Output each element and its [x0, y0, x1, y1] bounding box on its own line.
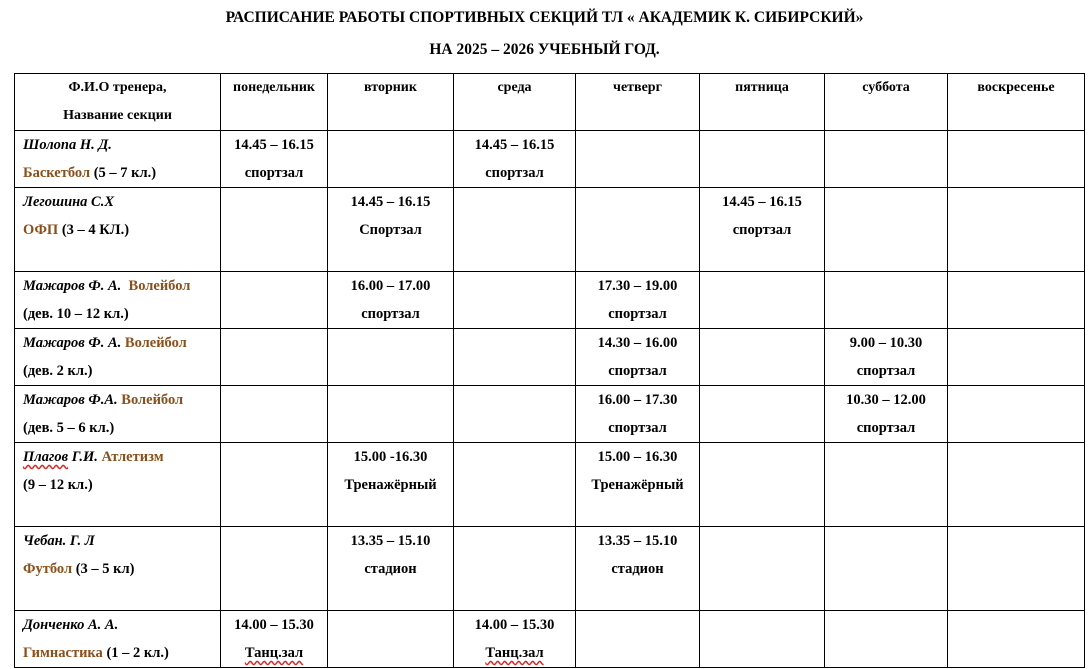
- header-sunday: воскресенье: [948, 74, 1085, 131]
- schedule-cell-thursday: [576, 611, 700, 668]
- session-venue: спортзал: [608, 363, 667, 379]
- schedule-cell-tuesday: [328, 272, 454, 329]
- section-name: Волейбол: [121, 392, 184, 408]
- session-venue: спортзал: [608, 420, 667, 436]
- trainer-cell: [15, 188, 221, 272]
- session-venue: Спортзал: [359, 222, 422, 238]
- table-row: [15, 386, 1085, 443]
- session-venue: Танц.зал: [485, 645, 544, 661]
- session-venue: стадион: [364, 561, 417, 577]
- schedule-cell-tuesday: [328, 188, 454, 272]
- section-name: ОФП: [23, 222, 59, 238]
- trainer-name: Чебан. Г. Л: [23, 533, 95, 549]
- section-detail: (3 – 5 кл): [72, 561, 135, 577]
- header-saturday: суббота: [825, 74, 948, 131]
- schedule-cell-wednesday: [454, 329, 576, 386]
- schedule-cell-monday: [221, 131, 328, 188]
- schedule-cell-friday: [700, 131, 825, 188]
- schedule-cell-thursday: [576, 527, 700, 611]
- schedule-cell-monday: [221, 329, 328, 386]
- session-time: 16.00 – 17.00: [350, 278, 431, 294]
- trainer-name: Мажаров Ф.А.: [23, 392, 118, 408]
- session-time: 16.00 – 17.30: [597, 392, 678, 408]
- schedule-cell-tuesday: [328, 611, 454, 668]
- schedule-cell-sunday: [948, 329, 1085, 386]
- schedule-cell-thursday: [576, 329, 700, 386]
- schedule-cell-sunday: [948, 131, 1085, 188]
- schedule-cell-tuesday: [328, 329, 454, 386]
- session-time: 15.00 -16.30: [353, 449, 428, 465]
- session-venue: Танц.зал: [244, 645, 304, 661]
- schedule-cell-thursday: [576, 131, 700, 188]
- session-time: 14.45 – 16.15: [234, 137, 314, 153]
- table-row: [15, 188, 1085, 272]
- schedule-cell-friday: [700, 188, 825, 272]
- session-time: 13.35 – 15.10: [350, 533, 431, 549]
- session-time: 14.00 – 15.30: [474, 617, 555, 633]
- schedule-cell-saturday: [825, 272, 948, 329]
- trainer-name: Мажаров Ф. А.: [23, 335, 122, 351]
- schedule-cell-wednesday: [454, 272, 576, 329]
- section-detail: (1 – 2 кл.): [102, 645, 169, 661]
- schedule-cell-saturday: [825, 386, 948, 443]
- schedule-cell-thursday: [576, 386, 700, 443]
- session-time: 10.30 – 12.00: [846, 392, 926, 408]
- schedule-cell-sunday: [948, 272, 1085, 329]
- table-row: [15, 131, 1085, 188]
- header-section-label: Название секции: [63, 108, 172, 123]
- section-detail: (9 – 12 кл.): [23, 477, 93, 493]
- schedule-cell-wednesday: [454, 188, 576, 272]
- schedule-cell-saturday: [825, 329, 948, 386]
- session-venue: спортзал: [608, 306, 667, 322]
- section-name: Атлетизм: [101, 449, 164, 465]
- schedule-cell-saturday: [825, 131, 948, 188]
- schedule-cell-friday: [700, 329, 825, 386]
- session-venue: спортзал: [856, 420, 916, 436]
- session-time: 9.00 – 10.30: [849, 335, 923, 351]
- table-row: [15, 611, 1085, 668]
- schedule-cell-monday: [221, 443, 328, 527]
- schedule-cell-monday: [221, 611, 328, 668]
- section-detail: (дев. 5 – 6 кл.): [23, 420, 115, 436]
- header-wednesday: среда: [454, 74, 576, 131]
- trainer-name: Плагов Г.И.: [23, 449, 98, 465]
- trainer-name: Донченко А. А.: [23, 617, 119, 633]
- table-row: [15, 272, 1085, 329]
- header-tuesday: вторник: [328, 74, 454, 131]
- schedule-cell-monday: [221, 272, 328, 329]
- schedule-cell-tuesday: [328, 386, 454, 443]
- schedule-cell-wednesday: [454, 386, 576, 443]
- header-thursday: четверг: [576, 74, 700, 131]
- session-venue: спортзал: [856, 363, 916, 379]
- schedule-cell-wednesday: [454, 443, 576, 527]
- schedule-cell-thursday: [576, 443, 700, 527]
- schedule-cell-tuesday: [328, 131, 454, 188]
- header-monday: понедельник: [221, 74, 328, 131]
- session-time: 14.30 – 16.00: [597, 335, 678, 351]
- trainer-cell: [15, 329, 221, 386]
- trainer-cell: [15, 527, 221, 611]
- table-row: [15, 527, 1085, 611]
- schedule-cell-wednesday: [454, 611, 576, 668]
- session-time: 13.35 – 15.10: [597, 533, 678, 549]
- session-venue: спортзал: [732, 222, 792, 238]
- schedule-cell-monday: [221, 386, 328, 443]
- schedule-cell-thursday: [576, 272, 700, 329]
- schedule-cell-saturday: [825, 188, 948, 272]
- section-name: Волейбол: [124, 335, 187, 351]
- session-time: 14.45 – 16.15: [474, 137, 555, 153]
- table-row: [15, 443, 1085, 527]
- header-row: [15, 74, 1085, 131]
- schedule-cell-friday: [700, 527, 825, 611]
- trainer-cell: [15, 611, 221, 668]
- section-name: Баскетбол: [23, 165, 91, 181]
- trainer-cell: [15, 131, 221, 188]
- section-name: Волейбол: [128, 278, 191, 294]
- section-name: Гимнастика: [23, 645, 103, 661]
- schedule-cell-wednesday: [454, 131, 576, 188]
- schedule-cell-wednesday: [454, 527, 576, 611]
- session-time: 14.45 – 16.15: [350, 194, 431, 210]
- trainer-cell: [15, 272, 221, 329]
- session-venue: стадион: [611, 561, 664, 577]
- trainer-name: Шолопа Н. Д.: [23, 137, 112, 153]
- section-detail: (дев. 2 кл.): [23, 363, 93, 379]
- schedule-cell-saturday: [825, 527, 948, 611]
- section-detail: (5 – 7 кл.): [90, 165, 157, 181]
- page-title: РАСПИСАНИЕ РАБОТЫ СПОРТИВНЫХ СЕКЦИЙ ТЛ « АКАДЕМИК К. СИБИРСКИЙ»: [225, 9, 864, 26]
- session-time: 14.45 – 16.15: [722, 194, 802, 210]
- table-row: [15, 329, 1085, 386]
- trainer-cell: [15, 443, 221, 527]
- schedule-cell-sunday: [948, 188, 1085, 272]
- section-detail: (3 – 4 КЛ.): [58, 222, 130, 238]
- session-venue: Тренажёрный: [591, 477, 684, 493]
- schedule-cell-sunday: [948, 527, 1085, 611]
- session-venue: спортзал: [361, 306, 420, 322]
- section-name: Футбол: [23, 561, 73, 577]
- schedule-cell-friday: [700, 272, 825, 329]
- schedule-cell-monday: [221, 527, 328, 611]
- schedule-cell-tuesday: [328, 527, 454, 611]
- schedule-cell-monday: [221, 188, 328, 272]
- schedule-cell-sunday: [948, 386, 1085, 443]
- header-friday: пятница: [700, 74, 825, 131]
- schedule-cell-friday: [700, 611, 825, 668]
- page-subtitle: НА 2025 – 2026 УЧЕБНЫЙ ГОД.: [429, 41, 660, 58]
- session-venue: Тренажёрный: [344, 477, 437, 493]
- trainer-name: Мажаров Ф. А.: [23, 278, 122, 294]
- session-venue: спортзал: [485, 165, 544, 181]
- schedule-cell-friday: [700, 443, 825, 527]
- header-trainer-label: Ф.И.О тренера,: [68, 80, 167, 95]
- section-detail: (дев. 10 – 12 кл.): [23, 306, 129, 322]
- schedule-cell-friday: [700, 386, 825, 443]
- schedule-cell-tuesday: [328, 443, 454, 527]
- trainer-name: Легошина С.Х: [23, 194, 115, 210]
- schedule-cell-sunday: [948, 611, 1085, 668]
- schedule-cell-sunday: [948, 443, 1085, 527]
- schedule-cell-saturday: [825, 443, 948, 527]
- session-time: 14.00 – 15.30: [234, 617, 314, 633]
- header-trainer-section: [15, 74, 221, 131]
- session-time: 17.30 – 19.00: [597, 278, 678, 294]
- schedule-table: [14, 73, 1085, 668]
- schedule-cell-thursday: [576, 188, 700, 272]
- session-time: 15.00 – 16.30: [597, 449, 678, 465]
- schedule-cell-saturday: [825, 611, 948, 668]
- session-venue: спортзал: [244, 165, 304, 181]
- trainer-cell: [15, 386, 221, 443]
